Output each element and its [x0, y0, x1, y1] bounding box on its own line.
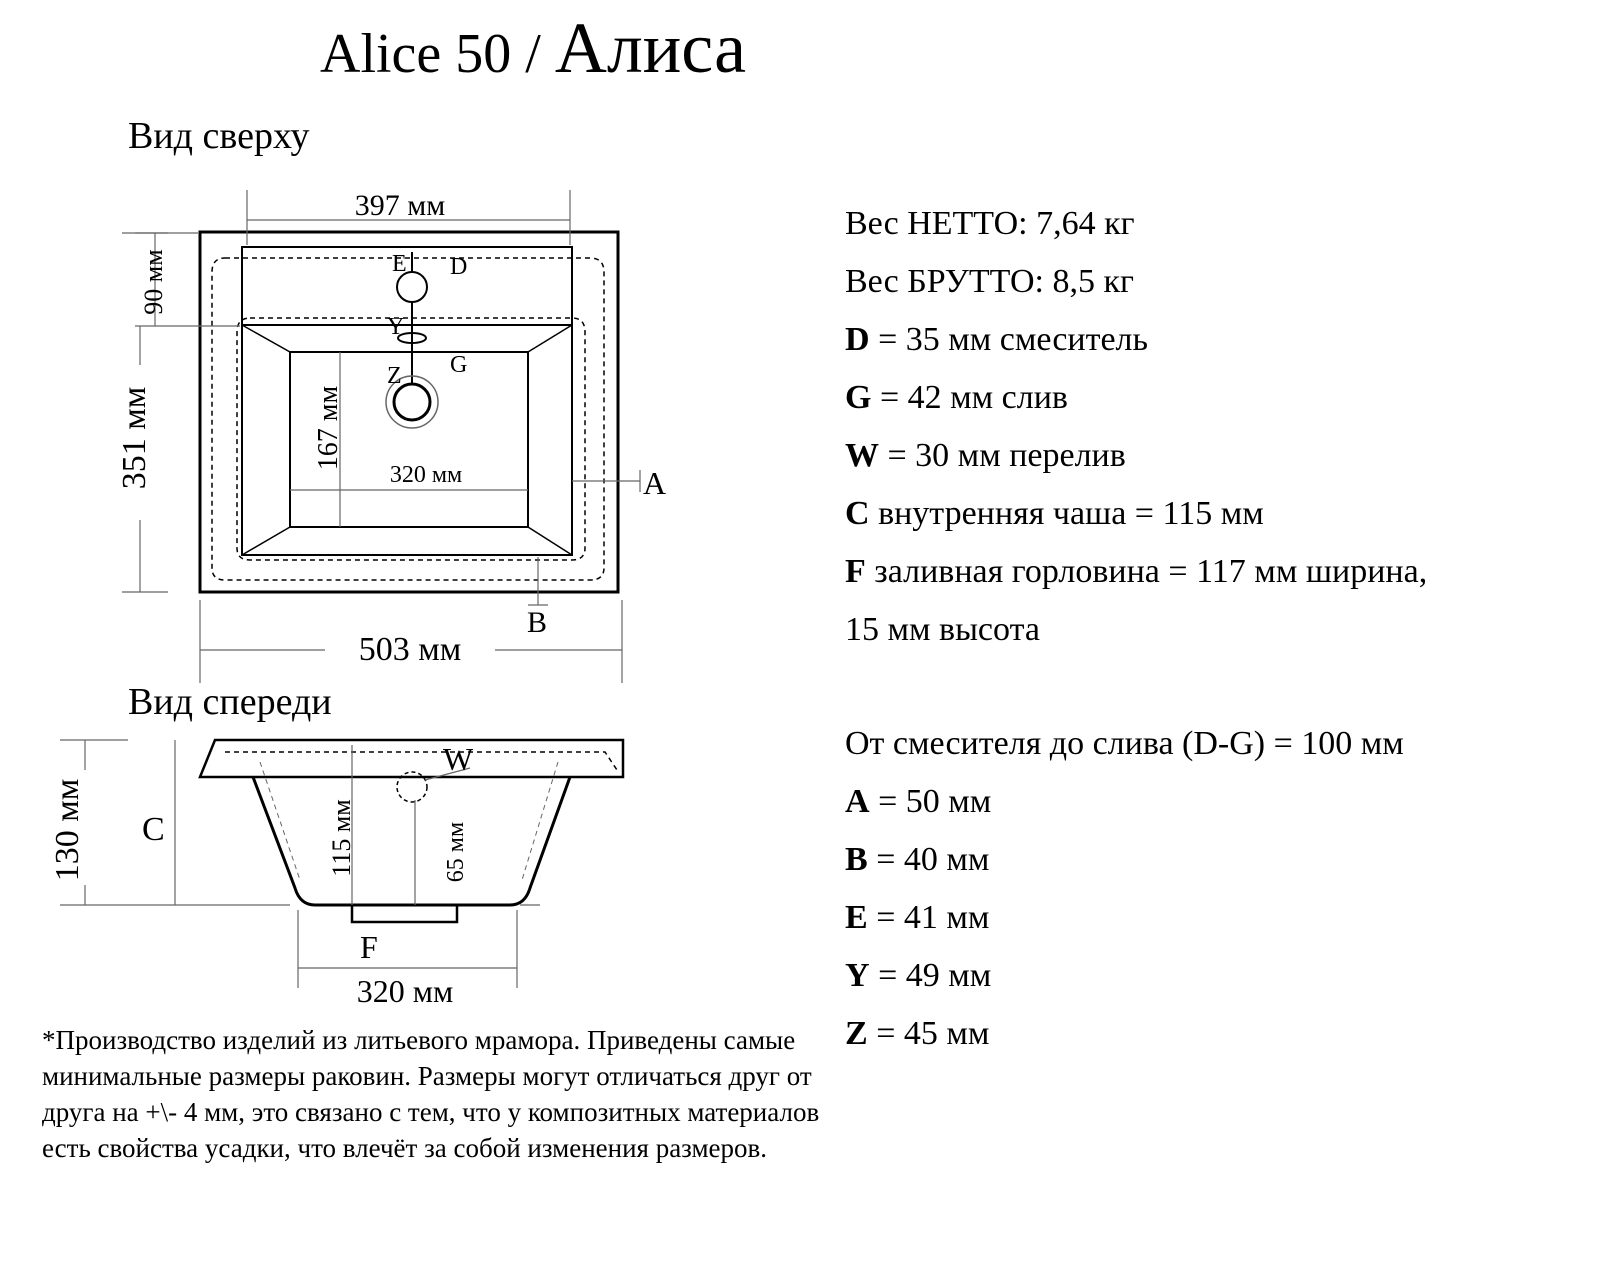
bowl-outer: [242, 325, 572, 555]
dim-top-width: 397 мм: [354, 189, 446, 222]
spec-Z: Z = 45 мм: [845, 1015, 990, 1052]
top-view-heading: Вид сверху: [128, 115, 310, 157]
label-A: A: [643, 465, 667, 501]
dim-overflow-height: 65 мм: [443, 821, 469, 883]
drain-neck: [352, 905, 457, 922]
dim-bowl-width: 320 мм: [389, 462, 463, 488]
front-bowl: [253, 777, 570, 905]
label-Y: Y: [387, 314, 405, 340]
label-F: F: [360, 929, 378, 965]
spec-drain: G = 42 мм слив: [845, 379, 1068, 416]
spec-net-weight: Вес НЕТТО: 7,64 кг: [845, 205, 1135, 242]
label-B: B: [527, 606, 548, 639]
dim-total-depth: 351 мм: [116, 386, 153, 490]
front-rim-dashed: [225, 752, 617, 770]
spec-E: E = 41 мм: [845, 899, 990, 936]
front-bowl-inner: [260, 762, 558, 883]
bowl-edge-line: [242, 325, 290, 352]
dim-bowl-height: 115 мм: [327, 799, 356, 877]
bowl-edge-line: [528, 325, 572, 352]
label-W: W: [443, 741, 474, 777]
dim-front-bottom: 320 мм: [356, 973, 454, 1009]
spec-B: B = 40 мм: [845, 841, 990, 878]
spec-faucet-to-drain: От смесителя до слива (D-G) = 100 мм: [845, 725, 1404, 762]
dim-deck-depth: 90 мм: [139, 249, 168, 315]
spec-gross-weight: Вес БРУТТО: 8,5 кг: [845, 263, 1134, 300]
title-name-ru: Алиса: [554, 8, 747, 88]
drain-hole: [394, 384, 430, 420]
spec-drain-neck: F заливная горловина = 117 мм ширина,: [845, 553, 1428, 590]
label-D: D: [450, 254, 468, 280]
dim-bowl-depth: 167 мм: [313, 385, 344, 471]
footnote: *Производство изделий из литьевого мрамора. Приведены самые минимальные размеры раковин. Размеры могут отличаться друг от друга на +\- 4 мм, это связано с тем, что у композитных материалов есть свойства усадки, что влечёт за собой изменения размеров.: [42, 1025, 820, 1163]
label-C: C: [142, 811, 165, 848]
title-separator: /: [525, 23, 541, 85]
basin-outline: [200, 232, 618, 592]
spec-overflow: W = 30 мм перелив: [845, 437, 1126, 474]
dim-front-height: 130 мм: [49, 778, 86, 882]
title-model: Alice 50: [320, 23, 512, 85]
spec-inner-bowl: C внутренняя чаша = 115 мм: [845, 495, 1264, 532]
technical-drawing: [0, 0, 840, 1010]
bowl-edge-line: [528, 527, 572, 555]
label-E: E: [392, 251, 407, 277]
spec-drain-neck-height: 15 мм высота: [845, 611, 1040, 648]
spec-Y: Y = 49 мм: [845, 957, 992, 994]
bowl-edge-line: [242, 527, 290, 555]
spec-faucet: D = 35 мм смеситель: [845, 321, 1149, 358]
front-view-heading: Вид спереди: [128, 681, 332, 723]
label-G: G: [450, 352, 468, 378]
spec-A: A = 50 мм: [845, 783, 992, 820]
dim-total-width: 503 мм: [358, 631, 462, 668]
label-Z: Z: [387, 363, 402, 389]
